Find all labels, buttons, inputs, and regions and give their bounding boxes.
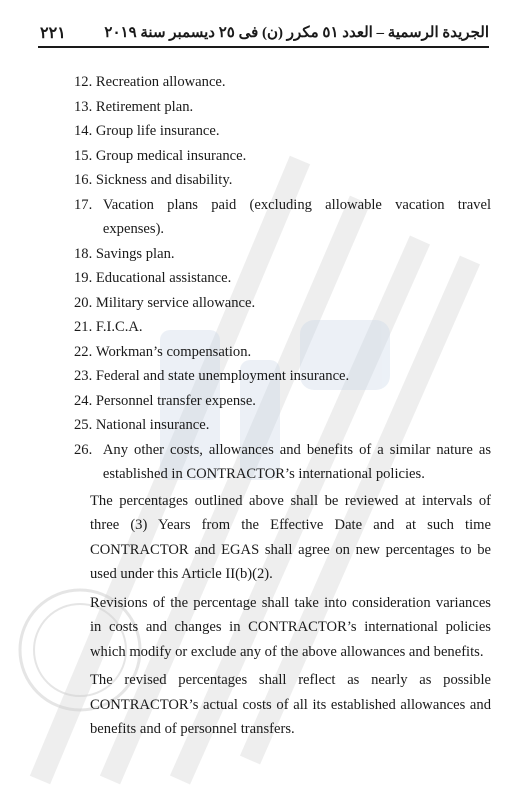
list-item-text: Group life insurance. (95, 123, 220, 139)
list-item-number: 13. (74, 98, 96, 115)
list-item-text: National insurance. (95, 417, 210, 433)
list-item (74, 242, 491, 267)
list-item (74, 119, 491, 144)
list-item (74, 389, 491, 414)
list-item-number: 14. (74, 123, 96, 139)
page-header (38, 20, 489, 48)
list-item-text: Vacation plans paid (excluding allowable vacation travel expenses). (102, 196, 491, 237)
gazette-title: الجريدة الرسمية – العدد ٥١ مكرر (ن) فى ٢٥ ديسمبر سنة ٢٠١٩ (104, 25, 489, 41)
list-item-text: Savings plan. (95, 245, 175, 262)
list-item (74, 413, 491, 438)
list-item-text: Workman’s compensation. (95, 343, 252, 360)
list-item (74, 95, 491, 120)
list-item (74, 340, 491, 365)
page-number: ٢٢١ (40, 25, 66, 42)
list-item-text: Recreation allowance. (95, 74, 226, 90)
list-item-text: F.I.C.A. (95, 319, 143, 335)
list-item-number: 18. (74, 245, 96, 262)
list-item-text: Group medical insurance. (95, 147, 247, 164)
list-item (74, 144, 491, 169)
list-item-number: 19. (74, 270, 96, 286)
list-item-number: 21. (74, 319, 96, 335)
list-item-number: 26. (74, 441, 96, 458)
list-item (74, 315, 491, 340)
list-item-number: 25. (74, 417, 96, 433)
list-item-number: 23. (74, 368, 96, 384)
list-item-number: 15. (74, 147, 96, 164)
list-item-number: 20. (74, 294, 96, 311)
list-item (74, 438, 491, 487)
list-item (74, 266, 491, 291)
list-item-text: Federal and state unemployment insurance. (95, 368, 350, 384)
list-item-text: Retirement plan. (95, 98, 194, 115)
list-item-number: 16. (74, 172, 96, 188)
list-item-number: 17. (74, 196, 96, 213)
list-item-text: Educational assistance. (95, 270, 232, 286)
list-item (74, 168, 491, 193)
body-paragraph: Revisions of the percentage shall take into consideration variances in costs and changes in CONTRACTOR’s international policies which modify or exclude any of the above allowances and benefits. (90, 594, 491, 660)
list-item (74, 364, 491, 389)
list-item-text: Personnel transfer expense. (95, 392, 256, 409)
list-item (74, 70, 491, 95)
list-item-text: Sickness and disability. (95, 172, 233, 188)
list-item-text: Any other costs, allowances and benefits of a similar nature as established in CONTRACTOR’s international policies. (102, 441, 491, 482)
body-paragraph: The percentages outlined above shall be reviewed at intervals of three (3) Years from the Effective Date and at such time CONTRACTOR and EGAS shall agree on new percentages to be used under this Article II(b)(2). (90, 492, 491, 582)
list-item (74, 193, 491, 242)
list-item-number: 22. (74, 343, 96, 360)
list-item-number: 24. (74, 392, 96, 409)
document-body (74, 70, 491, 742)
body-paragraph: The revised percentages shall reflect as nearly as possible CONTRACTOR’s actual costs of all its established allowances and benefits and of personnel transfers. (90, 672, 491, 737)
list-item (74, 291, 491, 316)
list-item-number: 12. (74, 74, 96, 90)
list-item-text: Military service allowance. (95, 294, 256, 311)
